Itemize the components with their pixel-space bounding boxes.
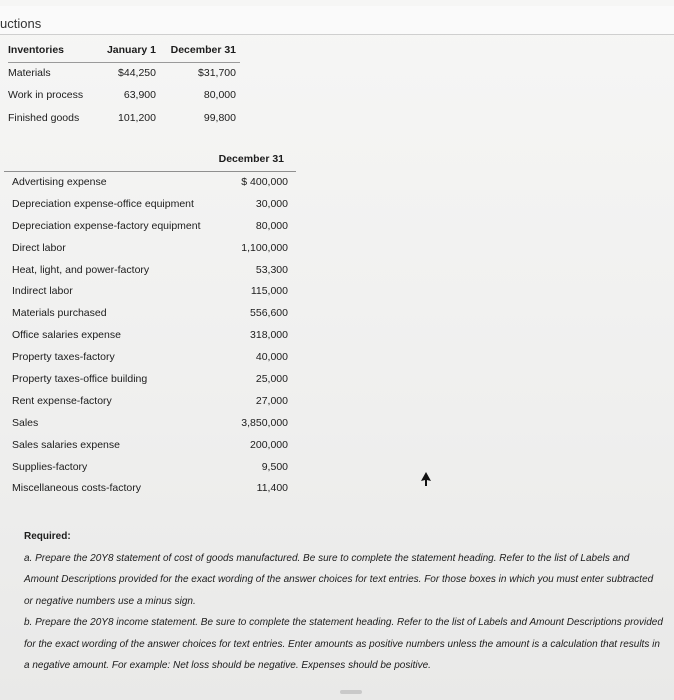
row-value: 11,400 bbox=[256, 482, 288, 495]
row-label: Work in process bbox=[8, 89, 84, 101]
row-value: 80,000 bbox=[255, 219, 288, 232]
expenses-column-header: December 31 bbox=[218, 153, 284, 165]
row-label: Materials purchased bbox=[12, 307, 107, 320]
scroll-handle[interactable] bbox=[340, 690, 362, 694]
row-value: 27,000 bbox=[255, 394, 288, 407]
row-value: 25,000 bbox=[255, 373, 288, 386]
row-value: 115,000 bbox=[250, 285, 288, 298]
row-label: Supplies-factory bbox=[12, 460, 88, 473]
expenses-divider bbox=[4, 171, 296, 172]
row-value: 40,000 bbox=[255, 351, 288, 364]
dec-value: 80,000 bbox=[203, 89, 236, 101]
row-value: 9,500 bbox=[261, 460, 288, 473]
mouse-cursor-icon bbox=[419, 471, 433, 487]
row-label: Property taxes-factory bbox=[12, 351, 115, 364]
dec-value: 99,800 bbox=[203, 111, 236, 124]
row-label: Depreciation expense-office equipment bbox=[12, 197, 194, 210]
inventory-col-jan: January 1 bbox=[106, 44, 156, 56]
row-value: $ 400,000 bbox=[241, 176, 288, 188]
row-label: Direct labor bbox=[12, 241, 66, 254]
jan-value: $44,250 bbox=[118, 66, 156, 79]
header-bar bbox=[0, 6, 674, 35]
row-label: Rent expense-factory bbox=[12, 394, 112, 407]
row-label: Office salaries expense bbox=[12, 329, 121, 342]
instructions bbox=[24, 526, 664, 677]
row-label: Depreciation expense-factory equipment bbox=[12, 219, 201, 232]
inventory-col-dec: December 31 bbox=[170, 44, 236, 56]
row-value: 30,000 bbox=[255, 197, 288, 210]
row-label: Heat, light, and power-factory bbox=[12, 263, 150, 276]
row-label: Miscellaneous costs-factory bbox=[12, 482, 141, 495]
part-a-text: a. Prepare the 20Y8 statement of cost of goods manufactured. Be sure to complete the statement heading. Refer to the list of Labels and Amount Descriptions provided for the exact wording of the answer choices for text entries. For those boxes in which you must enter subtracted or negative numbers use a minus sign. bbox=[24, 552, 654, 607]
row-label: Property taxes-office building bbox=[12, 373, 148, 386]
part-b-text: b. Prepare the 20Y8 income statement. Be sure to complete the statement heading. Refer to the list of Labels and Amount Descriptions provided for the exact wording of the answer choices for text entries. Enter amounts as positive numbers unless the amount is a calculation that results in a negative amount. For example: Net loss should be negative. Expenses should be positive. bbox=[24, 617, 663, 671]
dec-value: $31,700 bbox=[198, 66, 236, 79]
row-value: 3,850,000 bbox=[241, 416, 288, 429]
row-label: Sales salaries expense bbox=[12, 438, 120, 451]
row-value: 53,300 bbox=[255, 263, 288, 276]
required-heading: Required: bbox=[24, 531, 71, 542]
row-value: 200,000 bbox=[250, 438, 288, 451]
row-label: Sales bbox=[12, 416, 39, 429]
row-label: Finished goods bbox=[8, 111, 80, 124]
section-title: uctions bbox=[0, 16, 42, 31]
row-label: Advertising expense bbox=[12, 176, 107, 188]
row-label: Materials bbox=[8, 66, 51, 79]
inventory-col-label: Inventories bbox=[8, 44, 65, 56]
row-value: 556,600 bbox=[250, 307, 288, 320]
row-value: 318,000 bbox=[250, 329, 288, 342]
jan-value: 101,200 bbox=[118, 111, 156, 124]
row-value: 1,100,000 bbox=[241, 241, 288, 254]
row-label: Indirect labor bbox=[12, 285, 73, 298]
jan-value: 63,900 bbox=[123, 89, 156, 101]
header-divider bbox=[8, 62, 240, 63]
